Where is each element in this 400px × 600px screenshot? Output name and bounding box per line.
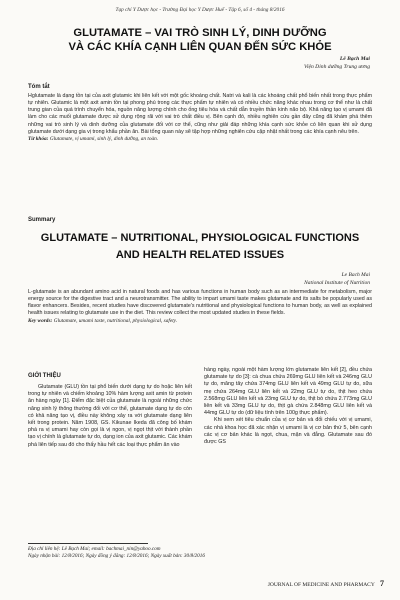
- article-title-vn: GLUTAMATE – VAI TRÒ SINH LÝ, DINH DƯỠNG VÀ CÁC KHÍA CẠNH LIÊN QUAN ĐẾN SỨC KHỎE: [68, 27, 332, 53]
- page-footer: [268, 579, 384, 588]
- body-column-right: hàng ngày, ngoài một hàm lượng lớn glutamate liên kết [2], đều chứa glutamate tự do [3]: cà chua chứa 269mg GLU liên kết và 246mg GLU tự do, măng tây chứa 374mg GLU liên kết và 49mg GLU tự do, sữa mẹ chứa 264mg GLU liên kết và 22mg GLU tự do, thịt heo chứa 2.568mg GLU liên kết và 23mg GLU tự do, thịt bò chứa 2.773mg GLU liên kết và 33mg GLU tự do, thịt gà chứa 2.848mg GLU liên kết và 44mg GLU tự do (dữ liệu tính trên 100g thực phẩm). Khi xem xét tiêu chuẩn của vị cơ bản và đối chiếu với vị umami, các nhà khoa học đã xác nhận vị umami là vị cơ bản thứ 5, bên cạnh các vị cơ bản khác là ngọt, chua, mặn và đắng. Glutamate sau đó được GS: [204, 367, 372, 446]
- abstract-heading-vn: Tóm tắt: [28, 84, 50, 90]
- summary-en: L-glutamate is an abundant amino acid in natural foods and has various functions in human body such as an intermediate for metabolism, major energy source for the digestive tract and a neurotransmitter. The ability to impart umami taste makes glutamate and its salts be popularly used as flavor enhancers. Besides, recent studies have discovered glutamate's nutritional and physiological functions to human body, as well as explained health issues relating to glutamate use in the diet. This review collect the most updated studies in these fields. Key words: Glutamate, umami taste, nutritional, physiological, safety.: [28, 289, 372, 324]
- author-block-en: [304, 272, 370, 287]
- journal-name: JOURNAL OF MEDICINE AND PHARMACY: [267, 582, 375, 588]
- article-title-en: GLUTAMATE – NUTRITIONAL, PHYSIOLOGICAL FUNCTIONS AND HEALTH RELATED ISSUES: [40, 232, 360, 261]
- summary-heading-en: Summary: [28, 217, 56, 223]
- abstract-vn: Hglutamate là dạng tồn tại của axit glutamic khi liên kết với một gốc khoáng chất. Natri và kali là các khoáng chất phổ biến nhất trong thực phẩm tự nhiên. Glutamic là một axit amin tồn tại phong phú trong các thực phẩm tự nhiên và có nhiều chức năng khác nhau trong cơ thể như là chất trung gian của quá trình chuyển hóa, nguồn năng lượng chính cho ống tiêu hóa và chất dẫn truyền thần kinh não bộ. Khả năng tạo vị umami đã làm cho các muối glutamate được sử dụng rộng rãi với vai trò chất điều vị. Bên cạnh đó, nhiều nghiên cứu gần đây cũng đã khám phá thêm những vai trò sinh lý và dinh dưỡng của glutamate đối với cơ thể, cũng như giải đáp những khía cạnh sức khỏe có liên quan khi sử dụng glutamate dưới dạng gia vị trong khẩu phần ăn. Bài tổng quan này sẽ tập hợp những nghiên cứu cập nhật nhất trong các khía cạnh nêu trên. Từ khóa: Glutamate, vị umami, sinh lý, dinh dưỡng, an toàn.: [28, 93, 372, 142]
- author-affiliation: Viện Dinh dưỡng Trung ương: [303, 63, 370, 70]
- footnote-divider: [28, 543, 148, 544]
- author-name-en: Le Bach Mai: [341, 272, 370, 278]
- section-heading-intro: GIỚI THIỆU: [28, 373, 61, 379]
- footnote: Địa chỉ liên hệ: Lê Bạch Mai; email: bachmai_nin@yahoo.com Ngày nhận bài: 12/8/2016; Ngày đồng ý đăng: 12/8/2016; Ngày xuất bản: 30/8/2016: [28, 546, 205, 559]
- running-header: Tạp chí Y Dược học - Trường Đại học Y Dược Huế - Tập 6, số 4 - tháng 8/2016: [115, 7, 285, 13]
- body-column-left: Glutamate (GLU) tồn tại phổ biến dưới dạng tự do hoặc liên kết trong tự nhiên và chiếm khoảng 10% hàm lượng axit amin từ protein ăn hàng ngày [1]. Điểm đặc biệt của glutamate là ngoài những chức năng sinh lý thông thường đối với cơ thể, glutamate dạng tự do còn có khả năng tạo vị, điều này không xảy ra với glutamate dạng liên kết trong protein. Năm 1908, GS. Kikunae Ikeda đã công bố khám phá ra vị umami hay còn gọi là vị ngon, vị ngọt thịt với thành phần tạo vị chính là glutamate tự do, dạng ion của axit glutamic. Các khám phá liên tiếp sau đó cho thấy hầu hết các loại thực phẩm ăn vào: [28, 384, 192, 448]
- author-name: Lê Bạch Mai: [339, 56, 370, 62]
- author-affiliation-en: National Institute of Nutrition: [304, 279, 370, 286]
- page-number: 7: [380, 579, 384, 588]
- author-block-vn: [304, 56, 370, 71]
